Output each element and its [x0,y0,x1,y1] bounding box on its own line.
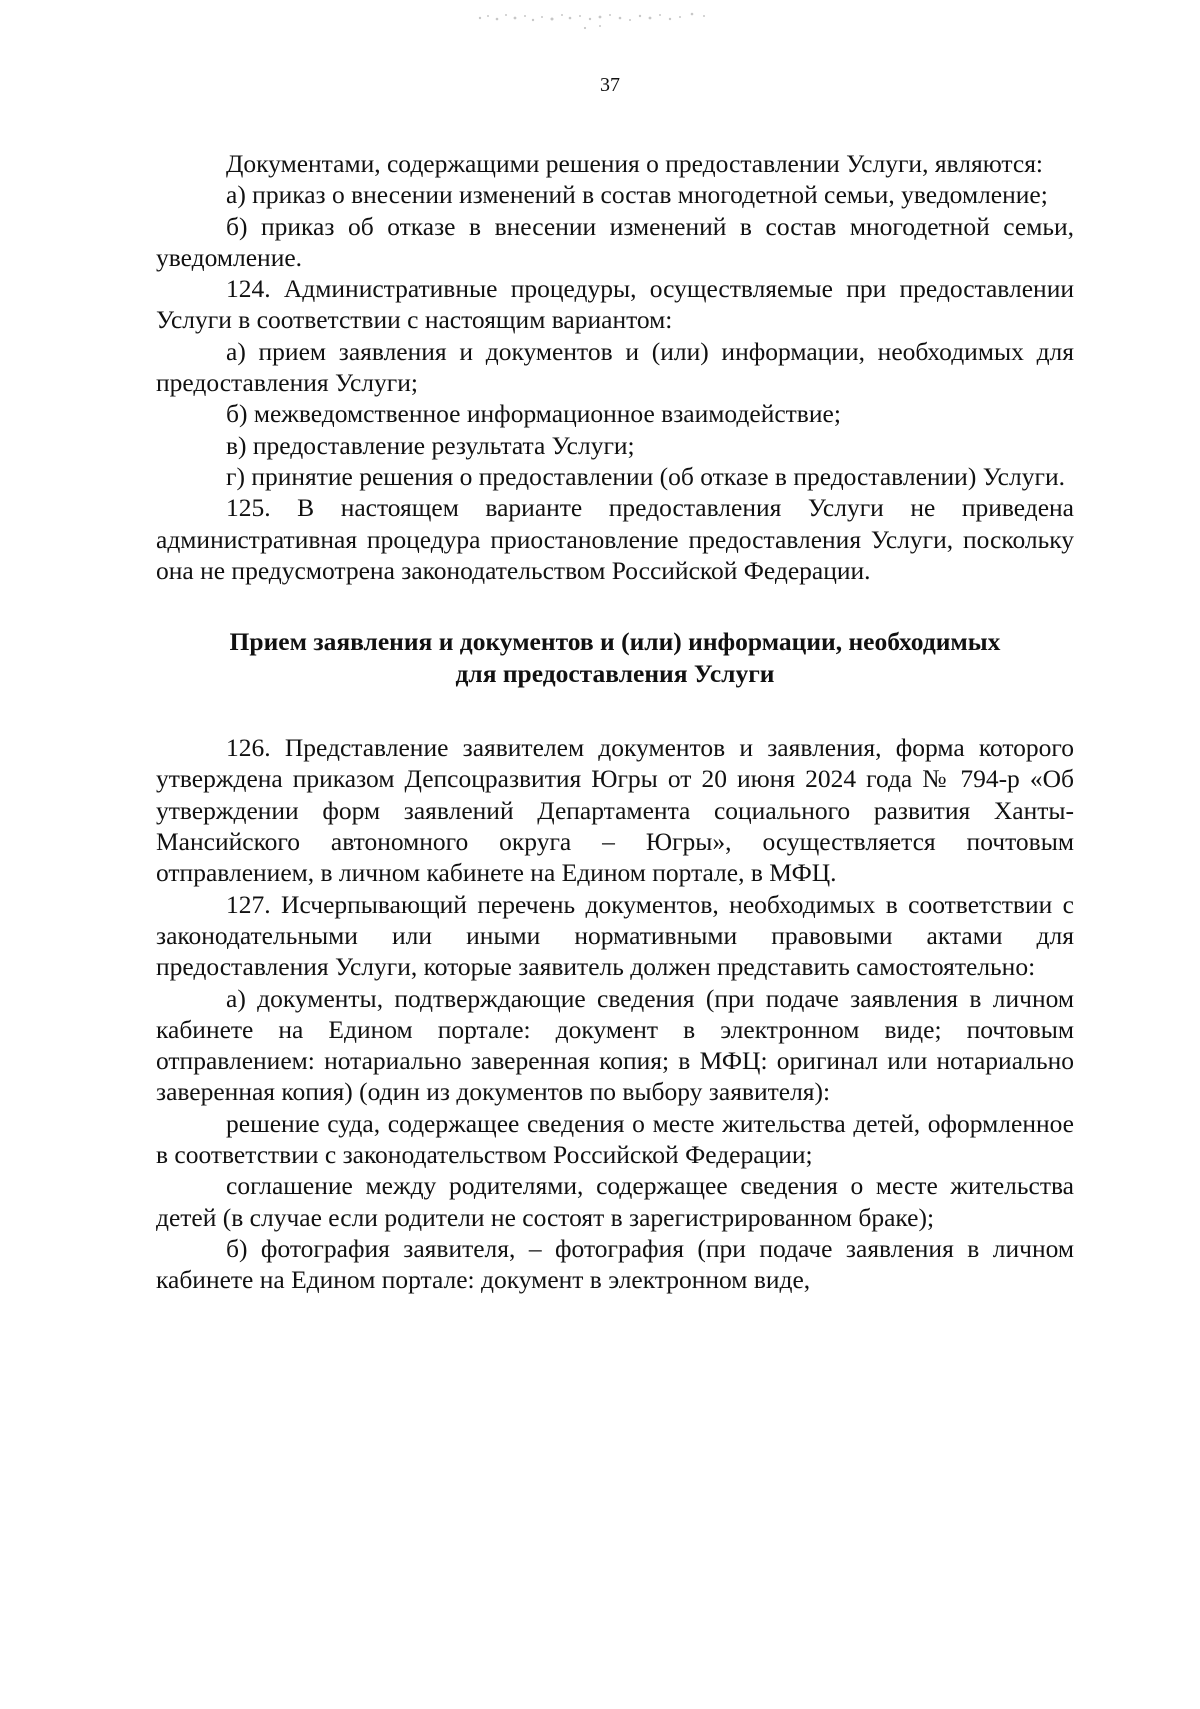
paragraph: Документами, содержащими решения о предоставлении Услуги, являются: [226,149,1044,178]
paragraph: решение суда, содержащее сведения о месте жительства детей, оформленное в соответствии с законодательством Российской Федерации; [156,1108,1074,1170]
paragraph: б) приказ об отказе в внесении изменений в состав многодетной семьи, уведомление. [156,211,1074,272]
section-heading-line: для предоставления Услуги [455,659,775,689]
scan-noise-mark [470,6,740,32]
paragraph: а) документы, подтверждающие сведения (при подаче заявления в личном кабинете на Едином портале: документ в электронном виде; почтовым отправлением: нотариально заверенная копия; в МФЦ: оригинал или нотариально заверенная копия) (один из документов по выбору заявителя): [156,983,1074,1107]
paragraph: 125. В настоящем варианте предоставления Услуги не приведена административная процедура приостановление предоставления Услуги, поскольку она не предусмотрена законодательством Российской Федерации. [156,493,1074,585]
paragraph: 127. Исчерпывающий перечень документов, необходимых в соответствии с законодательными или иными нормативными правовыми актами для предоставления Услуги, которые заявитель должен представить самостоятельно: [156,889,1074,982]
paragraph: 126. Представление заявителем документов и заявления, форма которого утверждена приказом Депсоцразвития Югры от 20 июня 2024 года № 794-р «Об утверждении форм заявлений Департамента социального развития Ханты-Мансийского автономного округа – Югры», осуществляется почтовым отправлением, в личном кабинете на Едином портале, в МФЦ. [156,733,1074,888]
paragraph: в) предоставление результата Услуги; [226,430,635,460]
paragraph: соглашение между родителями, содержащее сведения о месте жительства детей (в случае если родители не состоят в зарегистрированном браке); [156,1171,1074,1232]
section-heading [156,626,1074,690]
paragraph: а) приказ о внесении изменений в состав многодетной семьи, уведомление; [226,180,1048,210]
page-number: 37 [600,74,620,96]
document-body [156,148,1074,1296]
paragraph: б) межведомственное информационное взаимодействие; [226,399,841,429]
paragraph: а) прием заявления и документов и (или) информации, необходимых для предоставления Услуги; [156,336,1074,398]
paragraph: 124. Административные процедуры, осуществляемые при предоставлении Услуги в соответствии с настоящим вариантом: [156,274,1074,335]
paragraph: б) фотография заявителя, – фотография (при подаче заявления в личном кабинете на Едином портале: документ в электронном виде, [156,1233,1074,1295]
paragraph: г) принятие решения о предоставлении (об отказе в предоставлении) Услуги. [226,461,1065,491]
section-heading-line: Прием заявления и документов и (или) информации, необходимых [229,627,1001,657]
